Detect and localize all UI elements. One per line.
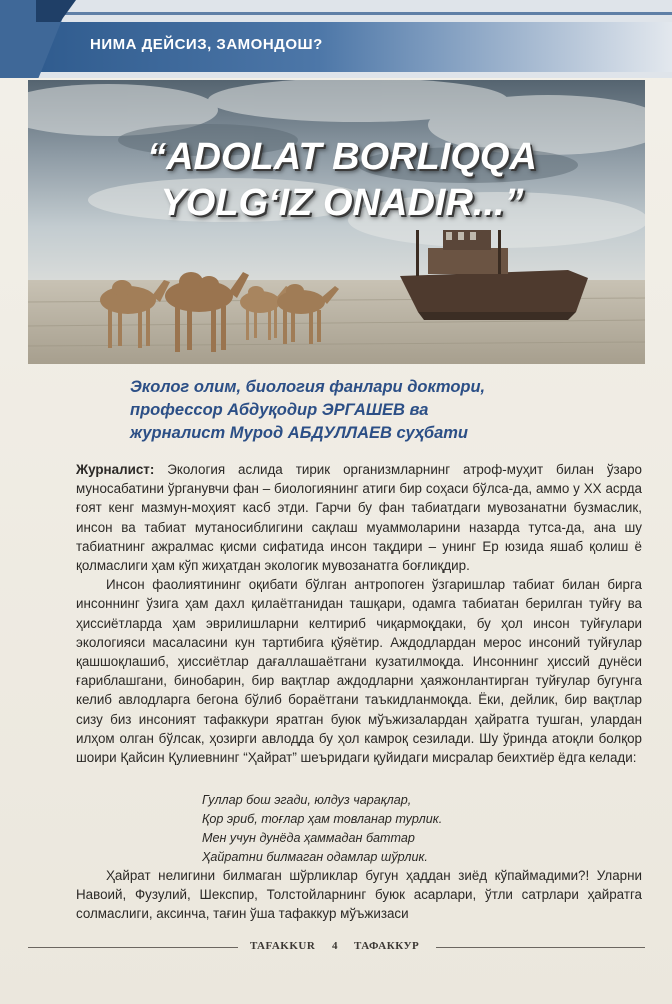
paragraph-1 [76, 460, 642, 575]
footer-label-latin: TAFAKKUR [250, 940, 316, 952]
subtitle-line-1: Эколог олим, биология фанлари доктори, [130, 378, 486, 396]
article-headline [62, 134, 622, 226]
header-notch-shape [36, 0, 76, 22]
header-band [0, 0, 672, 78]
subtitle-line-2: профессор Абдуқодир ЭРГАШЕВ ва [130, 401, 429, 419]
headline-line-1: “ADOLAT BORLIQQA [147, 136, 537, 178]
poem-line-1: Гуллар бош эгади, юлдуз чарақлар, [202, 793, 412, 807]
paragraph-3: Ҳайрат нелигини билмаган шўрликлар бугун ҳаддан зиёд кўпаймадими?! Уларни Навоий, Фузулий, Шекспир, Толстойларнинг буюк асарлари, ўтли сатрлари ҳайратга солмаслиги, аксинча, тағин ўша тафаккур мўъжизаси [76, 868, 642, 922]
article-body [76, 460, 642, 767]
article-body-continued [76, 866, 642, 924]
footer-rule-right [436, 947, 645, 948]
page-number: 4 [332, 940, 338, 952]
header-top-line [0, 12, 672, 15]
article-subtitle [130, 376, 650, 445]
page-footer [28, 938, 645, 958]
section-title: НИМА ДЕЙСИЗ, ЗАМОНДОШ? [90, 36, 323, 53]
footer-rule-left [28, 947, 238, 948]
poem-line-4: Ҳайратни билмаган одамлар шўрлик. [202, 850, 428, 864]
subtitle-line-3: журналист Мурод АБДУЛЛАЕВ суҳбати [130, 424, 469, 442]
footer-label-cyrillic: ТАФАККУР [354, 940, 420, 952]
poem-line-3: Мен учун дунёда ҳаммадан баттар [202, 831, 415, 845]
poem-line-2: Қор эриб, тоғлар ҳам товланар турлик. [202, 812, 443, 826]
paragraph-1-text: Экология аслида тирик организмларнинг атроф-муҳит билан ўзаро муносабатини ўрганувчи фан – биологиянинг атиги бир соҳаси бўлса-да, аммо у XX асрда ғоят кенг мазмун-моҳият касб этди. Гарчи бу фан табиатдаги мувозанатни бузмаслик, инсон ва табиат мутаносиблигини сақлаш муаммоларини назарда тутса-да, ана шу табиатнинг ажралмас қисми сифатида инсон тақдири – унинг Ер юзида яшаб қолиш ё қолмаслиги ҳам кўп жиҳатдан экологик мувозанатга боғлиқдир. [76, 462, 642, 574]
speaker-label: Журналист: [76, 462, 155, 477]
headline-line-2: YOLG‘IZ ONADIR...” [160, 182, 524, 224]
poem-quote [202, 791, 562, 867]
paragraph-2: Инсон фаолиятининг оқибати бўлган антропоген ўзгаришлар табиат билан бирга инсоннинг ўзига ҳам дахл қилаётганидан ташқари, одамга табиатан берилган туйғу ва ҳиссиётларда ҳам эврилишларни келтириб чиқармоқдаки, бу ҳол инсон туйғулари экологияси масаласини кун тартибига қўяётир. Аждодлардан мерос инсоний туйғулар қашшоқлашиб, ҳиссиётлар дағаллашаётгани кузатилмоқда. Инсоннинг ҳиссий дунёси ғариблашгани, бинобарин, бир вақтлар аждодларни ҳаяжонлантирган туйғулар бугунга келиб авлодларга бегона бўлиб бораётгани таъкидланмоқда. Ёки, дейлик, бир вақтлар сизу биз инсоният тафаккури яратган буюк мўъжизалардан ҳайратга тушган, улардан илҳом олган бўлсак, ҳозирги авлодда бу ҳол камроқ сезилади. Шу ўринда атоқли болқор шоири Қайсин Қулиевнинг “Ҳайрат” шеъридаги қуйидаги мисралар беихтиёр ёдга келади: [76, 577, 642, 766]
